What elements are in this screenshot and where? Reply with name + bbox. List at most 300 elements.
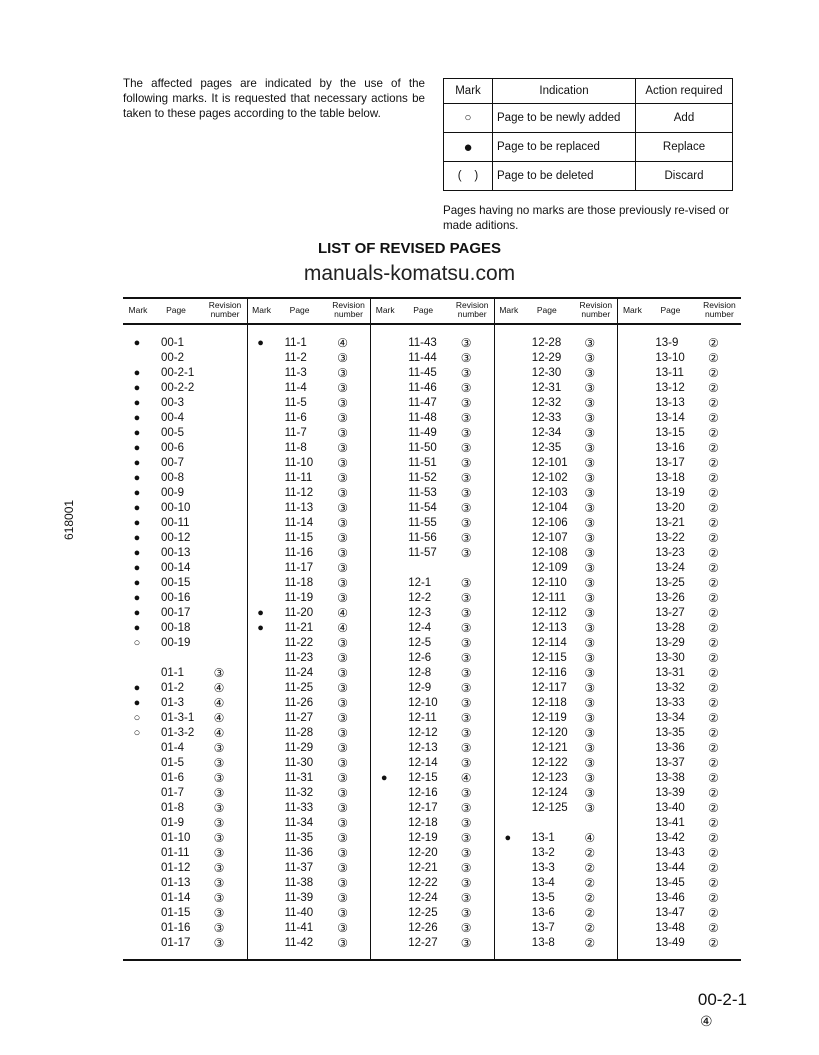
table-row [247,636,371,651]
revision-cell: ③ [460,786,472,800]
revised-pages-table [123,297,741,961]
table-row [494,801,618,816]
table-row [123,486,247,501]
table-row [370,741,494,756]
table-row [247,756,371,771]
page-cell: 11-10 [284,457,314,469]
page-cell: 13-30 [655,652,685,664]
revision-cell: ③ [460,696,472,710]
page-cell: 13-9 [655,337,679,349]
header-mark: Mark [375,305,395,315]
table-row [494,546,618,561]
page-cell: 11-28 [284,727,314,739]
table-row [247,711,371,726]
revision-cell: ② [708,801,719,815]
revision-cell: ③ [584,726,596,740]
filled-circle-icon: ● [133,592,141,604]
table-row [617,381,741,396]
header-revision: Revision number [455,300,489,319]
revision-cell: ② [708,651,719,665]
table-row [247,396,371,411]
page-cell: 13-38 [655,772,685,784]
page-cell: 12-27 [408,937,438,949]
intro-paragraph: The affected pages are indicated by the use of the following marks. It is requested that necessary actions be taken to these pages according to the table below. [123,77,425,120]
table-row [494,861,618,876]
page-cell: 12-109 [531,562,568,574]
table-row [247,846,371,861]
table-row [494,666,618,681]
table-row [123,411,247,426]
page-cell: 13-8 [531,937,555,949]
revision-cell: ② [708,921,719,935]
revision-cell: ③ [584,471,596,485]
table-row [247,351,371,366]
page-cell: 00-2-1 [161,367,195,379]
revision-cell: ② [708,756,719,770]
table-row [617,561,741,576]
table-row [123,591,247,606]
table-row [370,561,494,576]
revision-cell: ③ [584,546,596,560]
column-group-1 [123,299,247,959]
header-revision: Revision number [332,300,365,319]
table-row [370,906,494,921]
page-cell: 11-26 [284,697,314,709]
table-row [123,351,247,366]
page-cell: 12-4 [408,622,432,634]
table-row [370,666,494,681]
filled-circle-icon: ● [380,772,388,784]
table-row [247,801,371,816]
table-row [370,921,494,936]
revision-cell: ③ [213,831,225,845]
page-cell: 13-41 [655,817,685,829]
page-cell: 00-9 [161,487,185,499]
page-cell: 13-34 [655,712,685,724]
table-row [370,381,494,396]
table-row [370,936,494,951]
page-cell: 13-12 [655,382,685,394]
table-row [370,771,494,786]
table-row [370,426,494,441]
table-row [123,696,247,711]
page-cell: 13-11 [655,367,684,379]
table-row [494,696,618,711]
legend-indication: Page to be deleted [493,162,636,191]
page-cell: 13-40 [655,802,685,814]
revision-cell: ③ [460,396,472,410]
revision-cell: ② [708,876,719,890]
page-cell: 12-123 [531,772,568,784]
table-row [617,846,741,861]
revision-cell: ③ [337,531,348,545]
page-cell: 00-18 [161,622,191,634]
table-row [370,621,494,636]
table-row [494,741,618,756]
page-cell: 11-11 [284,472,313,484]
page-cell: 11-16 [284,547,314,559]
column-group-3 [370,299,494,959]
revision-cell: ③ [337,426,348,440]
revision-cell: ③ [584,441,596,455]
table-row [123,381,247,396]
revision-cell: ③ [460,546,472,560]
table-row [494,636,618,651]
header-mark: Mark [252,305,272,315]
table-row [370,471,494,486]
legend-indication: Page to be newly added [493,104,636,133]
page-cell: 11-24 [284,667,314,679]
legend-header-mark: Mark [444,79,493,104]
revision-cell: ③ [460,531,472,545]
page-cell: 11-50 [408,442,437,454]
page-cell: 13-37 [655,757,685,769]
table-row [494,831,618,846]
page-revision: ④ [700,1013,713,1029]
revision-cell: ② [708,456,719,470]
revision-cell: ② [584,861,596,875]
revision-cell: ③ [337,546,348,560]
table-row [617,546,741,561]
page-cell: 12-18 [408,817,438,829]
page-cell: 12-107 [531,532,568,544]
page-cell: 12-16 [408,787,438,799]
revision-cell: ③ [584,741,596,755]
table-row [617,456,741,471]
page-cell: 12-11 [408,712,437,724]
revision-cell: ③ [213,846,225,860]
revision-cell: ③ [337,891,348,905]
table-row [370,801,494,816]
table-row [617,801,741,816]
page-cell: 12-104 [531,502,568,514]
table-row [247,876,371,891]
header-mark: Mark [128,305,148,315]
page-cell: 12-22 [408,877,438,889]
table-row [617,351,741,366]
legend-action: Replace [636,133,733,162]
table-row [370,546,494,561]
page-cell: 12-124 [531,787,568,799]
filled-circle-icon: ● [257,337,264,349]
table-row [617,936,741,951]
table-row [247,546,371,561]
table-row [247,456,371,471]
revision-cell: ③ [460,486,472,500]
table-row [123,876,247,891]
revision-cell: ③ [337,576,348,590]
page-cell: 00-10 [161,502,191,514]
page-cell: 01-11 [161,847,190,859]
table-row [370,846,494,861]
page-cell: 12-14 [408,757,438,769]
table-row [247,726,371,741]
page-cell: 12-30 [531,367,562,379]
page-cell: 12-118 [531,697,567,709]
page-cell: 13-32 [655,682,685,694]
page-cell: 12-116 [531,667,567,679]
open-circle-icon: ○ [444,104,493,133]
revision-cell: ③ [460,711,472,725]
page-cell: 13-44 [655,862,685,874]
revision-cell: ③ [213,906,225,920]
table-row [370,411,494,426]
table-row [123,756,247,771]
page-cell: 11-6 [284,412,307,424]
table-row [123,921,247,936]
page-cell: 12-111 [531,592,566,604]
page-cell: 13-21 [655,517,685,529]
table-row [247,666,371,681]
page-cell: 12-125 [531,802,568,814]
revision-cell: ③ [584,366,596,380]
table-row [370,336,494,351]
table-row [247,816,371,831]
table-row [123,726,247,741]
page-cell: 01-10 [161,832,191,844]
table-row [494,936,618,951]
revision-cell: ③ [337,561,348,575]
page-cell: 11-52 [408,472,437,484]
revision-cell: ③ [213,876,225,890]
page-cell: 01-8 [161,802,185,814]
table-row [370,441,494,456]
header-page: Page [413,305,434,315]
revision-cell: ③ [584,396,596,410]
page-cell: 12-119 [531,712,567,724]
page-cell: 13-1 [531,832,555,844]
legend-action: Add [636,104,733,133]
table-row [617,921,741,936]
table-row [123,771,247,786]
page-cell: 12-35 [531,442,562,454]
page-cell: 11-53 [408,487,437,499]
page-cell: 13-39 [655,787,685,799]
page-cell: 13-16 [655,442,685,454]
table-row [123,531,247,546]
revision-cell: ③ [460,741,472,755]
page-cell: 13-48 [655,922,685,934]
table-row [617,831,741,846]
filled-circle-icon: ● [444,133,493,162]
table-row [370,366,494,381]
table-row [370,486,494,501]
table-row [247,696,371,711]
revision-cell: ③ [213,801,225,815]
marks-legend-table [443,78,733,191]
page-cell: 13-49 [655,937,685,949]
table-row [247,651,371,666]
revision-cell: ③ [584,591,596,605]
page-cell: 12-13 [408,742,438,754]
page-cell: 12-108 [531,547,568,559]
page-cell: 13-33 [655,697,685,709]
page-cell: 12-115 [531,652,567,664]
table-row [247,786,371,801]
filled-circle-icon: ● [133,697,141,709]
page-cell: 12-3 [408,607,432,619]
page-cell: 12-25 [408,907,438,919]
revision-cell: ③ [460,726,472,740]
table-row [247,936,371,951]
revision-cell: ③ [584,381,596,395]
table-row [123,336,247,351]
table-row [123,396,247,411]
table-row [617,471,741,486]
revision-cell: ② [584,921,596,935]
table-row [494,351,618,366]
table-row [617,681,741,696]
revision-cell: ② [708,906,719,920]
page-cell: 13-17 [655,457,685,469]
page-cell: 00-1 [161,337,185,349]
revision-cell: ③ [213,741,225,755]
revision-cell: ② [708,861,719,875]
filled-circle-icon: ● [133,517,141,529]
table-row [247,441,371,456]
revision-cell: ③ [460,336,472,350]
table-row [494,906,618,921]
revision-cell: ③ [337,726,348,740]
table-row [494,891,618,906]
legend-indication: Page to be replaced [493,133,636,162]
page-number: 00-2-1 [697,990,747,1009]
table-row [617,426,741,441]
revision-cell: ② [584,846,596,860]
table-row [617,651,741,666]
page-cell: 13-47 [655,907,685,919]
table-row [617,861,741,876]
table-row [617,786,741,801]
revision-cell: ③ [213,921,225,935]
page-cell: 13-15 [655,427,685,439]
revision-cell: ③ [584,411,596,425]
header-page: Page [289,305,310,315]
page-cell: 12-113 [531,622,567,634]
page-cell: 13-46 [655,892,685,904]
page-cell: 00-5 [161,427,185,439]
revision-cell: ③ [337,636,348,650]
filled-circle-icon: ● [133,412,141,424]
revision-cell: ③ [337,936,348,950]
filled-circle-icon: ● [133,532,141,544]
revision-cell: ③ [584,771,596,785]
filled-circle-icon: ● [133,562,141,574]
revision-cell: ② [708,666,719,680]
page-cell: 01-3-2 [161,727,195,739]
page-cell: 13-19 [655,487,685,499]
table-row [123,426,247,441]
table-row [494,531,618,546]
page-cell: 12-21 [408,862,438,874]
revision-cell: ③ [460,681,472,695]
page-cell: 01-14 [161,892,191,904]
table-row [494,516,618,531]
page-cell: 11-1 [284,337,307,349]
revision-cell: ③ [584,531,596,545]
page-cell: 12-5 [408,637,432,649]
revision-cell: ③ [337,771,348,785]
table-row [370,396,494,411]
table-row [370,591,494,606]
page-cell: 11-7 [284,427,307,439]
table-row [494,681,618,696]
revision-cell: ② [708,741,719,755]
table-row [370,501,494,516]
page-cell: 12-101 [531,457,568,469]
page-cell: 11-36 [284,847,314,859]
revision-cell: ② [708,546,719,560]
filled-circle-icon: ● [133,472,141,484]
page-cell: 11-33 [284,802,314,814]
page-cell: 12-12 [408,727,438,739]
page-cell: 13-43 [655,847,685,859]
revision-cell: ④ [213,711,225,725]
revision-cell: ③ [337,351,348,365]
page-cell: 11-57 [408,547,437,559]
revision-cell: ③ [460,576,472,590]
table-row [494,756,618,771]
table-row [370,876,494,891]
revision-cell: ③ [460,846,472,860]
table-row [494,876,618,891]
page-cell: 11-8 [284,442,307,454]
revision-cell: ④ [213,726,225,740]
page-cell: 11-43 [408,337,437,349]
revision-cell: ② [708,726,719,740]
table-row [247,561,371,576]
revision-cell: ③ [460,831,472,845]
revision-cell: ② [708,711,719,725]
table-row [494,381,618,396]
revision-cell: ③ [337,666,348,680]
table-row [494,441,618,456]
page-cell: 01-12 [161,862,191,874]
page-cell: 13-28 [655,622,685,634]
table-row [617,816,741,831]
revision-cell: ③ [337,831,348,845]
table-row [494,816,618,831]
page-cell: 11-15 [284,532,314,544]
revision-cell: ③ [460,471,472,485]
table-row [370,726,494,741]
filled-circle-icon: ● [133,502,141,514]
revision-cell: ③ [584,681,596,695]
page-cell: 13-13 [655,397,685,409]
side-code: 618001 [62,499,76,540]
revision-cell: ② [584,936,596,950]
table-row [617,366,741,381]
table-row [494,411,618,426]
table-row [247,906,371,921]
revision-cell: ② [708,831,719,845]
page-cell: 12-29 [531,352,562,364]
revision-cell: ③ [584,696,596,710]
table-row [123,816,247,831]
table-row [123,936,247,951]
revision-cell: ③ [584,801,596,815]
revision-cell: ③ [460,456,472,470]
table-row [247,771,371,786]
revision-cell: ③ [337,516,348,530]
page-cell: 00-16 [161,592,191,604]
revision-cell: ③ [584,711,596,725]
page-cell: 01-16 [161,922,191,934]
revision-cell: ③ [584,576,596,590]
revision-cell: ② [708,411,719,425]
page-cell: 12-33 [531,412,562,424]
page-cell: 11-42 [284,937,314,949]
